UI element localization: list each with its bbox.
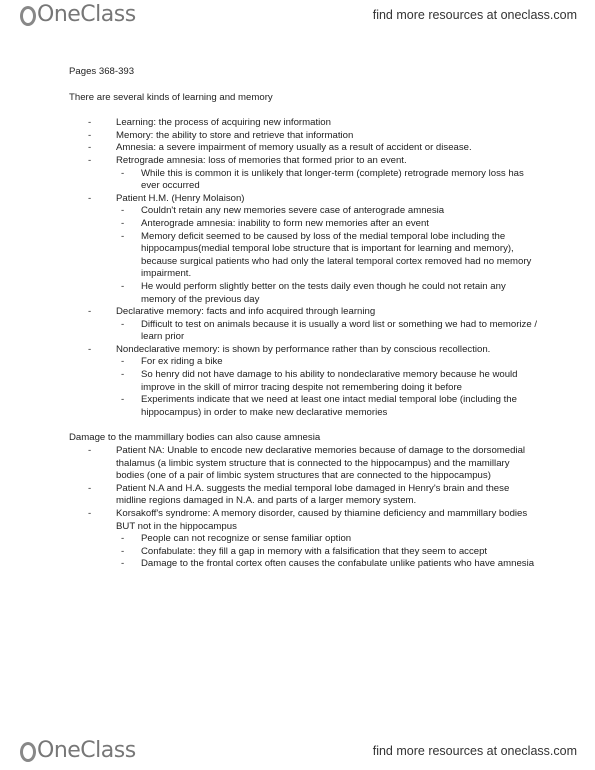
oneclass-logo[interactable] — [20, 738, 136, 763]
list-item: - Patient NA: Unable to encode new declarative memories because of damage to the dorsomedial thalamus (a limbic system structure that is connected to the hippocampus) and the mamillary bodies (one of a pair of limbic system structures that are connected to the hippocampus) — [69, 445, 539, 483]
list-item: - Korsakoff's syndrome: A memory disorder, caused by thiamine deficiency and mammillary bodies BUT not in the hippocampus — [69, 508, 539, 533]
find-resources-link[interactable]: find more resources at oneclass.com — [372, 8, 577, 22]
sub-list-item: - So henry did not have damage to his ability to nondeclarative memory because he would improve in the skill of mirror tracing despite not remembering doing it before — [69, 369, 539, 394]
list-item: - Memory: the ability to store and retrieve that information — [69, 130, 539, 143]
intro-heading: There are several kinds of learning and memory — [69, 91, 273, 103]
page-footer — [0, 736, 595, 766]
list-item: - Patient N.A and H.A. suggests the medial temporal lobe damaged in Henry's brain and these midline regions damaged in N.A. and parts of a larger memory system. — [69, 483, 539, 508]
oneclass-wordmark: OneClass — [37, 2, 136, 27]
list-item: - Nondeclarative memory: is shown by performance rather than by conscious recollection. — [69, 344, 539, 357]
sub-list-item: - Memory deficit seemed to be caused by loss of the medial temporal lobe including the hippocampus(medial temporal lobe structure that is important for learning and memory), because surgical patients who had only the lateral temporal cortex removed had no memory impairment. — [69, 231, 539, 281]
oneclass-wordmark: OneClass — [37, 738, 136, 763]
document-body — [69, 66, 539, 571]
pages-range: Pages 368-393 — [69, 66, 135, 77]
list-item: - Learning: the process of acquiring new information — [69, 117, 539, 130]
sub-list-item: - Damage to the frontal cortex often causes the confabulate unlike patients who have amnesia — [69, 558, 539, 571]
sub-list-item: - While this is common it is unlikely that longer-term (complete) retrograde memory loss has ever occurred — [69, 168, 539, 193]
sub-list-item: - Anterograde amnesia: inability to form new memories after an event — [69, 218, 539, 231]
sub-list-item: - Confabulate: they fill a gap in memory with a falsification that they seem to accept — [69, 546, 539, 559]
sub-list-item: - Difficult to test on animals because it is usually a word list or something we had to memorize / learn prior — [69, 319, 539, 344]
oneclass-logo[interactable] — [20, 2, 136, 27]
oneclass-o-icon — [20, 6, 36, 26]
sub-list-item: - People can not recognize or sense familiar option — [69, 533, 539, 546]
section-heading: Damage to the mammillary bodies can also cause amnesia — [69, 432, 321, 444]
page-header — [0, 0, 595, 30]
sub-list-item: - Couldn't retain any new memories severe case of anterograde amnesia — [69, 205, 539, 218]
sub-list-item: - He would perform slightly better on the tests daily even though he could not retain any memory of the previous day — [69, 281, 539, 306]
find-resources-link[interactable]: find more resources at oneclass.com — [372, 744, 577, 758]
list-item: - Retrograde amnesia: loss of memories that formed prior to an event. — [69, 155, 539, 168]
list-item: - Declarative memory: facts and info acquired through learning — [69, 306, 539, 319]
list-item: - Patient H.M. (Henry Molaison) — [69, 193, 539, 206]
oneclass-o-icon — [20, 742, 36, 762]
sub-list-item: - Experiments indicate that we need at least one intact medial temporal lobe (including the hippocampus) in order to make new declarative memories — [69, 394, 539, 419]
sub-list-item: - For ex riding a bike — [69, 356, 539, 369]
list-item: - Amnesia: a severe impairment of memory usually as a result of accident or disease. — [69, 142, 539, 155]
